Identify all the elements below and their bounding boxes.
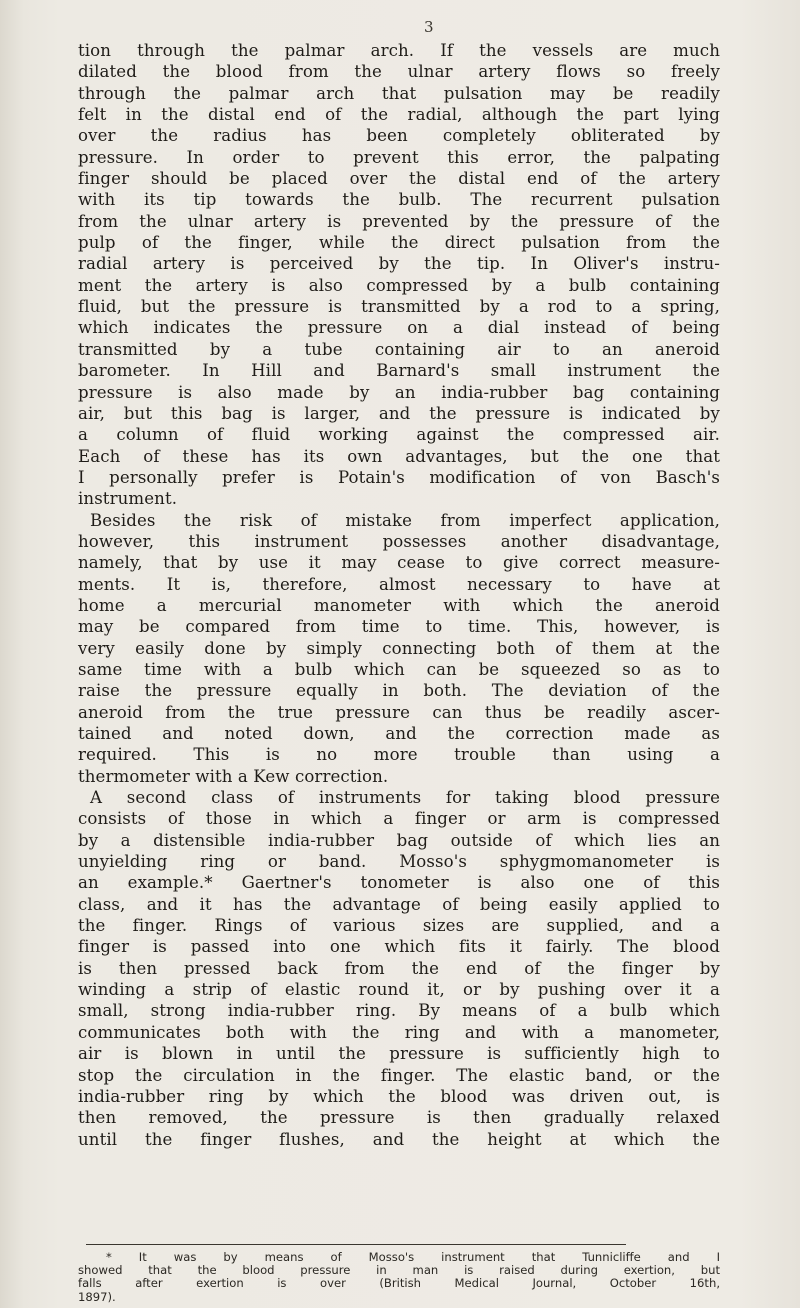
text-line: transmitted by a tube containing air to an aneroid (78, 339, 720, 359)
text-line: the finger. Rings of various sizes are supplied, and a (78, 916, 720, 936)
text-line: consists of those in which a finger or arm is compressed (78, 809, 720, 829)
footnote-line: * It was by means of Mosso's instrument that Tunnicliffe and I (106, 1250, 720, 1264)
text-line: aneroid from the true pressure can thus be readily ascer- (78, 702, 720, 722)
text-line: however, this instrument possesses another disadvantage, (78, 531, 720, 551)
text-line: class, and it has the advantage of being easily applied to (78, 894, 720, 914)
text-line: tained and noted down, and the correction made as (78, 724, 720, 743)
text-line: radial artery is perceived by the tip. In Oliver's instru- (78, 254, 720, 274)
footnote-line: falls after exertion is over (British Medical Journal, October 16th, (78, 1276, 720, 1291)
text-line: thermometer with a Kew correction. (78, 766, 389, 786)
text-line: unyielding ring or band. Mosso's sphygmomanometer is (78, 852, 720, 872)
text-line: india-rubber ring by which the blood was driven out, is (78, 1086, 720, 1106)
footnote-line: 1897). (78, 1289, 116, 1304)
text-line: from the ulnar artery is prevented by the pressure of the (78, 211, 720, 231)
text-line: dilated the blood from the ulnar artery flows so freely (78, 62, 720, 82)
text-line: until the finger flushes, and the height at which the (78, 1129, 720, 1149)
text-line: namely, that by use it may cease to give correct measure- (78, 553, 720, 573)
text-line: is then pressed back from the end of the finger by (78, 958, 720, 978)
text-line: raise the pressure equally in both. The deviation of the (78, 681, 720, 701)
text-line: pressure is also made by an india-rubber bag containing (78, 382, 720, 402)
text-line: Each of these has its own advantages, but the one that (78, 446, 720, 466)
text-line: over the radius has been completely obliterated by (78, 126, 720, 146)
text-line: finger is passed into one which fits it fairly. The blood (78, 937, 720, 957)
footnote (78, 1251, 720, 1304)
text-line: may be compared from time to time. This, however, is (78, 617, 720, 637)
text-line: which indicates the pressure on a dial instead of being (78, 318, 720, 338)
text-line: through the palmar arch that pulsation may be readily (78, 83, 720, 103)
text-line: air is blown in until the pressure is sufficiently high to (78, 1044, 720, 1064)
text-line: I personally prefer is Potain's modification of von Basch's (78, 467, 720, 487)
text-line: with its tip towards the bulb. The recurrent pulsation (78, 190, 720, 210)
text-line: Besides the risk of mistake from imperfect application, (90, 510, 720, 530)
text-line: fluid, but the pressure is transmitted by a rod to a spring, (78, 297, 720, 317)
text-line: an example.* Gaertner's tonometer is also one of this (78, 873, 720, 893)
text-line: required. This is no more trouble than using a (78, 745, 720, 765)
footnote-divider (86, 1244, 626, 1245)
text-line: home a mercurial manometer with which the aneroid (78, 595, 720, 615)
text-line: by a distensible india-rubber bag outside of which lies an (78, 830, 720, 850)
text-line: very easily done by simply connecting both of them at the (78, 638, 720, 658)
text-line: tion through the palmar arch. If the vessels are much (78, 41, 720, 60)
body-text (78, 40, 720, 1150)
text-line: stop the circulation in the finger. The elastic band, or the (78, 1065, 720, 1085)
text-line: ment the artery is also compressed by a bulb containing (78, 275, 720, 295)
text-line: barometer. In Hill and Barnard's small instrument the (78, 361, 720, 381)
page-number: 3 (424, 18, 434, 36)
text-line: same time with a bulb which can be squeezed so as to (78, 659, 720, 679)
text-line: a column of fluid working against the compressed air. (78, 425, 720, 445)
text-line: felt in the distal end of the radial, although the part lying (78, 105, 720, 125)
text-line: winding a strip of elastic round it, or by pushing over it a (78, 980, 720, 1000)
text-line: instrument. (78, 489, 178, 509)
text-line: finger should be placed over the distal end of the artery (78, 169, 720, 189)
text-line: pressure. In order to prevent this error, the palpating (78, 147, 720, 167)
text-line: communicates both with the ring and with a manometer, (78, 1022, 720, 1042)
text-line: pulp of the finger, while the direct pulsation from the (78, 233, 720, 253)
text-line: ments. It is, therefore, almost necessary to have at (78, 574, 720, 594)
footnote-line: showed that the blood pressure in man is raised during exertion, but (78, 1263, 720, 1278)
text-line: A second class of instruments for taking blood pressure (90, 788, 720, 808)
text-line: then removed, the pressure is then gradually relaxed (78, 1108, 720, 1128)
text-line: air, but this bag is larger, and the pressure is indicated by (78, 403, 720, 423)
text-line: small, strong india-rubber ring. By means of a bulb which (78, 1001, 720, 1021)
